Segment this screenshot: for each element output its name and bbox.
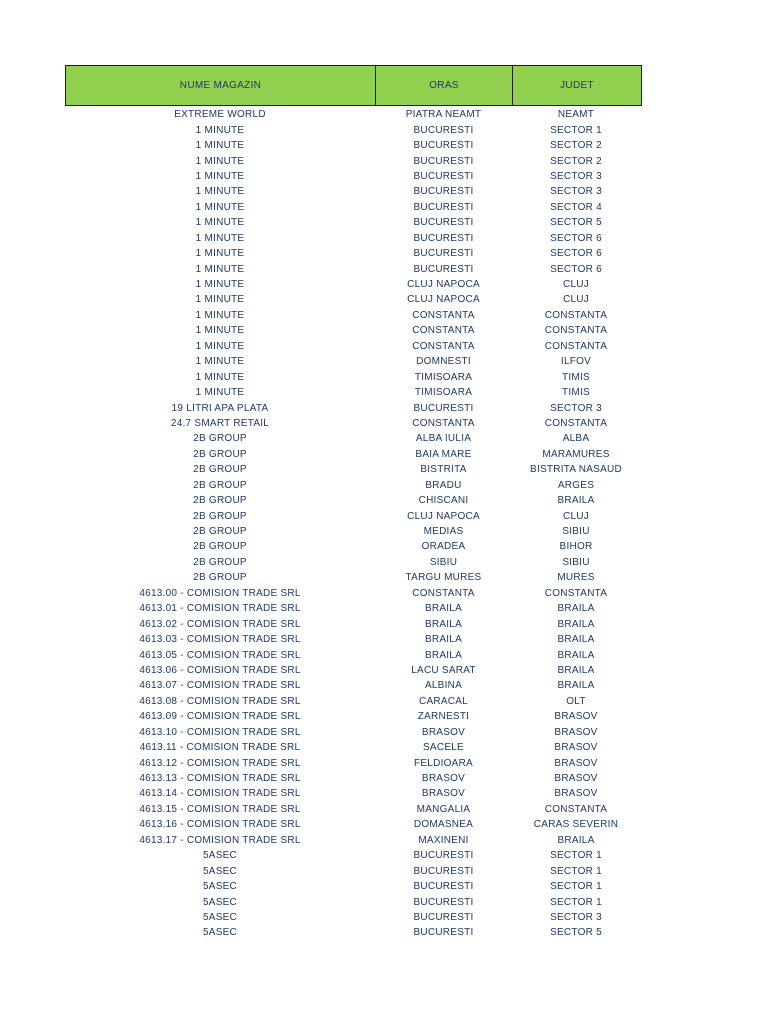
cell-oras: BUCURESTI [413,217,474,229]
cell-oras: BUCURESTI [413,263,474,275]
cell-nume-magazin: 4613.14 - COMISION TRADE SRL [139,788,301,800]
cell-nume-magazin: 2B GROUP [193,495,247,507]
cell-oras: BRAILA [424,649,463,661]
table-row [65,153,642,168]
cell-nume-magazin: 4613.16 - COMISION TRADE SRL [139,819,301,831]
cell-nume-magazin: 1 MINUTE [195,170,245,182]
cell-oras: BUCURESTI [413,201,474,213]
table-row [65,586,642,601]
cell-oras: ORADEA [421,541,466,553]
cell-nume-magazin: 1 MINUTE [195,325,245,337]
cell-oras: BUCURESTI [413,186,474,198]
cell-nume-magazin: 1 MINUTE [195,248,245,260]
cell-nume-magazin: 4613.00 - COMISION TRADE SRL [139,587,301,599]
cell-nume-magazin: 1 MINUTE [195,263,245,275]
cell-oras: BRADU [425,479,462,491]
cell-judet: SIBIU [562,556,590,568]
cell-oras: BUCURESTI [413,850,474,862]
table-row [65,478,642,493]
cell-nume-magazin: 1 MINUTE [195,232,245,244]
cell-nume-magazin: 4613.13 - COMISION TRADE SRL [139,773,301,785]
header-oras: ORAS [376,66,513,105]
cell-nume-magazin: 4613.05 - COMISION TRADE SRL [139,649,301,661]
table-row [65,910,642,925]
table-row [65,369,642,384]
table-row [65,863,642,878]
cell-judet: CLUJ [562,279,589,291]
cell-judet: BISTRITA NASAUD [530,464,622,476]
cell-oras: BRASOV [421,726,466,738]
cell-nume-magazin: 2B GROUP [193,526,247,538]
cell-nume-magazin: 1 MINUTE [195,309,245,321]
cell-oras: BUCURESTI [413,248,474,260]
cell-nume-magazin: 1 MINUTE [195,140,245,152]
cell-judet: SECTOR 1 [550,881,602,893]
cell-oras: TIMISOARA [414,371,473,383]
cell-judet: CONSTANTA [544,587,608,599]
cell-oras: CONSTANTA [412,417,475,429]
cell-oras: ZARNESTI [417,711,470,723]
table-row [65,663,642,678]
table-row [65,308,642,323]
cell-oras: CLUJ NAPOCA [407,279,480,291]
cell-nume-magazin: 4613.06 - COMISION TRADE SRL [139,664,301,676]
cell-nume-magazin: 4613.03 - COMISION TRADE SRL [139,634,301,646]
cell-nume-magazin: 4613.01 - COMISION TRADE SRL [139,603,301,615]
cell-judet: CLUJ [562,510,589,522]
cell-oras: BRASOV [421,773,466,785]
cell-nume-magazin: 4613.10 - COMISION TRADE SRL [139,726,301,738]
cell-oras: BUCURESTI [413,232,474,244]
cell-oras: CHISCANI [418,495,469,507]
table-row [65,493,642,508]
cell-oras: MEDIAS [423,526,464,538]
cell-judet: BIHOR [559,541,593,553]
cell-nume-magazin: 4613.15 - COMISION TRADE SRL [139,803,301,815]
cell-nume-magazin: 1 MINUTE [195,340,245,352]
table-row [65,323,642,338]
cell-judet: MARAMURES [542,448,610,460]
table-row [65,246,642,261]
cell-judet: SECTOR 3 [550,170,602,182]
table-row [65,385,642,400]
table-row [65,138,642,153]
table-row [65,786,642,801]
cell-judet: TIMIS [562,387,590,399]
cell-judet: BRASOV [554,773,598,785]
cell-judet: ILFOV [560,356,592,368]
table-row [65,292,642,307]
table-row [65,555,642,570]
table-row [65,616,642,631]
store-table [65,65,642,941]
cell-oras: CARACAL [419,695,468,707]
table-row [65,107,642,122]
cell-judet: SECTOR 6 [550,248,602,260]
table-row [65,894,642,909]
cell-nume-magazin: 2B GROUP [193,464,247,476]
cell-judet: SECTOR 1 [550,850,602,862]
cell-nume-magazin: 2B GROUP [193,541,247,553]
cell-oras: CONSTANTA [412,325,475,337]
table-row [65,848,642,863]
table-row [65,261,642,276]
cell-nume-magazin: 1 MINUTE [195,217,245,229]
cell-oras: BRAILA [424,618,463,630]
cell-judet: SECTOR 1 [550,865,602,877]
cell-nume-magazin: 2B GROUP [193,433,247,445]
cell-oras: BAIA MARE [415,448,472,460]
cell-nume-magazin: 1 MINUTE [195,279,245,291]
cell-judet: CARAS SEVERIN [533,819,619,831]
cell-judet: CONSTANTA [544,803,608,815]
cell-nume-magazin: 5ASEC [202,896,238,908]
cell-judet: OLT [566,695,586,707]
cell-nume-magazin: 2B GROUP [193,448,247,460]
cell-oras: BUCURESTI [413,911,474,923]
cell-oras: TARGU MURES [405,572,482,584]
cell-oras: CONSTANTA [412,587,475,599]
cell-judet: SECTOR 2 [550,155,602,167]
cell-judet: CLUJ [562,294,589,306]
cell-nume-magazin: 1 MINUTE [195,356,245,368]
table-row [65,400,642,415]
cell-oras: BRAILA [424,603,463,615]
cell-judet: SECTOR 5 [550,217,602,229]
cell-oras: MANGALIA [416,803,471,815]
cell-nume-magazin: 1 MINUTE [195,155,245,167]
cell-oras: BUCURESTI [413,927,474,939]
table-header [65,65,642,106]
cell-judet: SECTOR 3 [550,186,602,198]
cell-nume-magazin: 5ASEC [202,865,238,877]
cell-oras: CLUJ NAPOCA [407,510,480,522]
table-row [65,725,642,740]
table-row [65,354,642,369]
cell-judet: CONSTANTA [544,417,608,429]
table-row [65,447,642,462]
table-row [65,122,642,137]
cell-judet: BRAILA [557,834,595,846]
cell-oras: BRAILA [424,634,463,646]
cell-judet: BRASOV [554,711,598,723]
cell-judet: SECTOR 3 [550,911,602,923]
cell-judet: BRASOV [554,742,598,754]
cell-judet: BRAILA [557,634,595,646]
cell-judet: CONSTANTA [544,309,608,321]
cell-oras: LACU SARAT [411,664,476,676]
table-row [65,169,642,184]
cell-nume-magazin: 4613.09 - COMISION TRADE SRL [139,711,301,723]
table-row [65,879,642,894]
cell-oras: BRASOV [421,788,466,800]
cell-judet: SECTOR 5 [550,927,602,939]
cell-judet: SECTOR 1 [550,896,602,908]
cell-judet: SECTOR 4 [550,201,602,213]
table-row [65,755,642,770]
table-row [65,771,642,786]
cell-oras: DOMNESTI [416,356,471,368]
cell-nume-magazin: 5ASEC [202,927,238,939]
cell-oras: DOMASNEA [413,819,474,831]
cell-oras: BUCURESTI [413,140,474,152]
cell-oras: SIBIU [429,556,458,568]
cell-nume-magazin: 5ASEC [202,911,238,923]
cell-oras: BISTRITA [420,464,467,476]
cell-judet: SECTOR 6 [550,232,602,244]
cell-judet: SECTOR 1 [550,124,602,136]
table-row [65,339,642,354]
cell-nume-magazin: 5ASEC [202,881,238,893]
cell-oras: TIMISOARA [414,387,473,399]
table-row [65,694,642,709]
cell-oras: PIATRA NEAMT [405,109,482,121]
table-row [65,431,642,446]
cell-oras: BUCURESTI [413,124,474,136]
cell-nume-magazin: 4613.12 - COMISION TRADE SRL [139,757,301,769]
cell-nume-magazin: 24.7 SMART RETAIL [170,417,270,429]
cell-nume-magazin: EXTREME WORLD [174,109,266,121]
cell-nume-magazin: 4613.17 - COMISION TRADE SRL [139,834,301,846]
cell-judet: BRASOV [554,788,598,800]
table-row [65,647,642,662]
cell-nume-magazin: 1 MINUTE [195,201,245,213]
cell-judet: BRASOV [554,757,598,769]
table-row [65,709,642,724]
table-row [65,570,642,585]
cell-nume-magazin: 1 MINUTE [195,294,245,306]
table-row [65,678,642,693]
cell-judet: BRAILA [557,680,595,692]
table-body [65,107,642,941]
cell-nume-magazin: 4613.02 - COMISION TRADE SRL [139,618,301,630]
cell-nume-magazin: 2B GROUP [193,510,247,522]
cell-judet: SECTOR 3 [550,402,602,414]
cell-oras: BUCURESTI [413,155,474,167]
table-row [65,231,642,246]
cell-oras: ALBA IULIA [415,433,472,445]
cell-oras: CONSTANTA [412,309,475,321]
cell-nume-magazin: 1 MINUTE [195,387,245,399]
table-row [65,802,642,817]
cell-nume-magazin: 4613.07 - COMISION TRADE SRL [139,680,301,692]
header-nume-magazin: NUME MAGAZIN [66,66,376,105]
cell-oras: BUCURESTI [413,865,474,877]
table-row [65,833,642,848]
table-row [65,925,642,940]
cell-judet: BRAILA [557,664,595,676]
cell-nume-magazin: 5ASEC [202,850,238,862]
cell-judet: NEAMT [557,109,595,121]
cell-nume-magazin: 4613.08 - COMISION TRADE SRL [139,695,301,707]
cell-judet: SECTOR 2 [550,140,602,152]
cell-judet: TIMIS [562,371,590,383]
cell-nume-magazin: 2B GROUP [193,572,247,584]
cell-nume-magazin: 1 MINUTE [195,124,245,136]
cell-nume-magazin: 1 MINUTE [195,371,245,383]
table-row [65,524,642,539]
cell-oras: CONSTANTA [412,340,475,352]
table-row [65,740,642,755]
table-row [65,601,642,616]
cell-oras: BUCURESTI [413,170,474,182]
cell-judet: ALBA [562,433,590,445]
cell-judet: BRAILA [557,649,595,661]
cell-oras: FELDIOARA [414,757,473,769]
cell-judet: SIBIU [562,526,590,538]
table-row [65,277,642,292]
table-row [65,215,642,230]
cell-oras: ALBINA [424,680,463,692]
table-row [65,200,642,215]
header-judet: JUDET [560,80,594,91]
cell-oras: SACELE [423,742,464,754]
table-row [65,539,642,554]
cell-judet: BRAILA [557,603,595,615]
table-row [65,184,642,199]
cell-oras: BUCURESTI [413,896,474,908]
cell-judet: ARGES [557,479,595,491]
cell-oras: CLUJ NAPOCA [407,294,480,306]
cell-nume-magazin: 4613.11 - COMISION TRADE SRL [139,742,301,754]
table-row [65,508,642,523]
cell-nume-magazin: 19 LITRI APA PLATA [171,402,269,414]
table-row [65,462,642,477]
cell-nume-magazin: 1 MINUTE [195,186,245,198]
cell-nume-magazin: 2B GROUP [193,556,247,568]
cell-judet: CONSTANTA [544,340,608,352]
table-row [65,817,642,832]
cell-judet: CONSTANTA [544,325,608,337]
cell-judet: BRAILA [557,618,595,630]
cell-judet: SECTOR 6 [550,263,602,275]
cell-oras: BUCURESTI [413,402,474,414]
cell-oras: BUCURESTI [413,881,474,893]
cell-judet: BRAILA [557,495,595,507]
cell-nume-magazin: 2B GROUP [193,479,247,491]
table-row [65,632,642,647]
cell-judet: MURES [557,572,595,584]
cell-judet: BRASOV [554,726,598,738]
cell-oras: MAXINENI [418,834,469,846]
table-row [65,416,642,431]
